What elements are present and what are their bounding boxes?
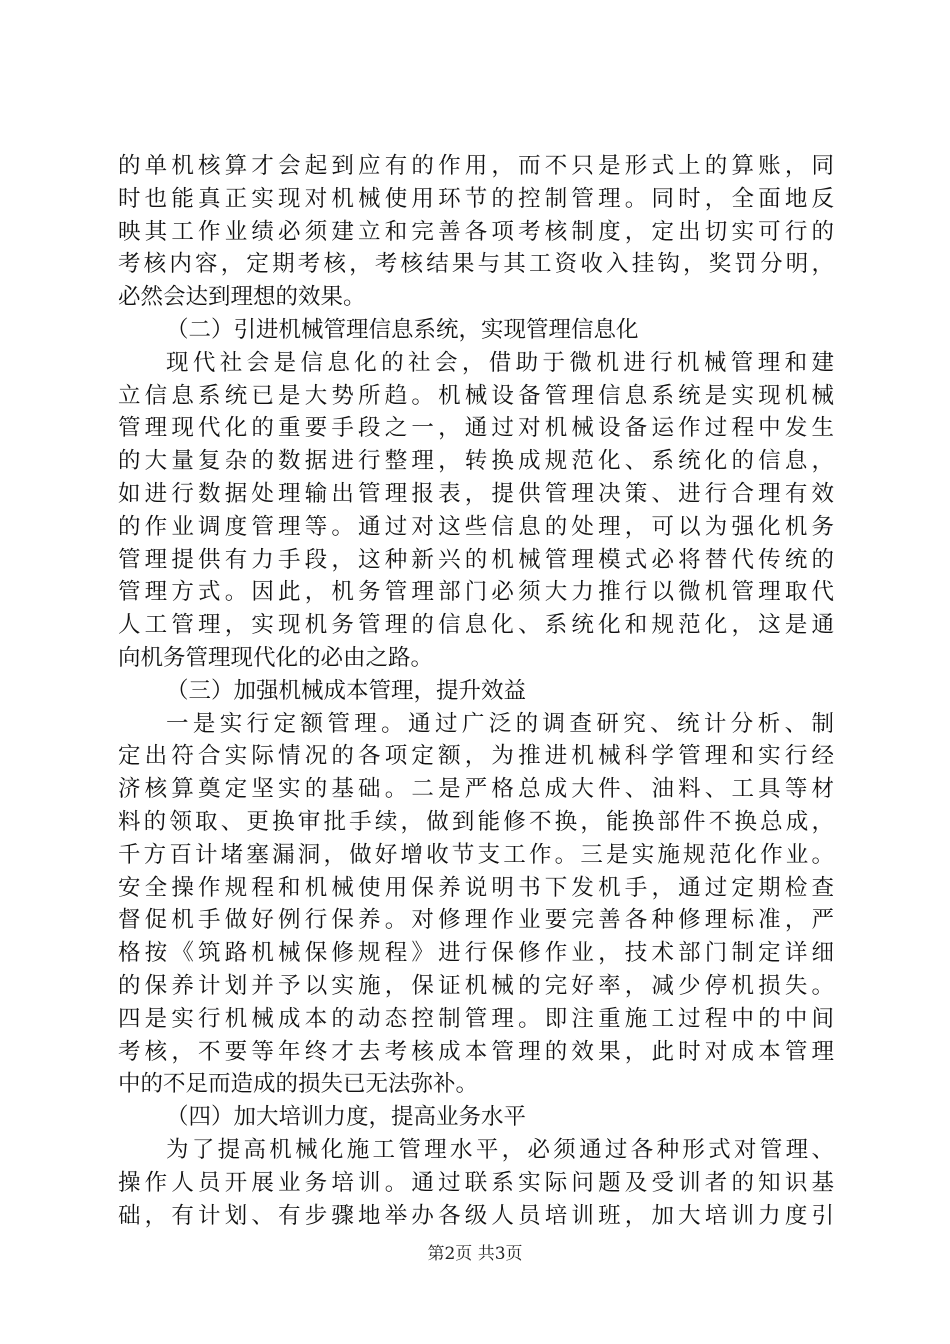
text-line: 向机务管理现代化的必由之路。 (118, 644, 434, 671)
text-line: 济核算奠定坚实的基础。二是严格总成大件、油料、工具等材 (118, 776, 834, 803)
text-line: 的作业调度管理等。通过对这些信息的处理，可以为强化机务 (118, 513, 834, 540)
text-line: 料的领取、更换审批手续，做到能修不换，能换部件不换总成， (118, 808, 834, 835)
text-line: 必然会达到理想的效果。 (118, 284, 366, 311)
section-heading: （三）加强机械成本管理，提升效益 (166, 677, 527, 704)
text-line: 如进行数据处理输出管理报表，提供管理决策、进行合理有效 (118, 480, 834, 507)
text-line: 时也能真正实现对机械使用环节的控制管理。同时，全面地反 (118, 185, 834, 212)
text-line: 中的不足而造成的损失已无法弥补。 (118, 1071, 479, 1098)
text-line: 的单机核算才会起到应有的作用，而不只是形式上的算账，同 (118, 153, 834, 179)
text-line: 人工管理，实现机务管理的信息化、系统化和规范化，这是通 (118, 612, 834, 639)
document-body (118, 150, 834, 1232)
text-line: 千方百计堵塞漏洞，做好增收节支工作。三是实施规范化作业。 (118, 841, 834, 868)
text-line: 定出符合实际情况的各项定额，为推进机械科学管理和实行经 (118, 743, 834, 770)
text-line: 督促机手做好例行保养。对修理作业要完善各种修理标准，严 (118, 907, 834, 934)
text-line: 考核，不要等年终才去考核成本管理的效果，此时对成本管理 (118, 1038, 834, 1065)
text-line: 为了提高机械化施工管理水平，必须通过各种形式对管理、 (166, 1136, 834, 1163)
text-line: 映其工作业绩必须建立和完善各项考核制度，定出切实可行的 (118, 218, 834, 245)
text-line: 的大量复杂的数据进行整理，转换成规范化、系统化的信息， (118, 448, 834, 475)
text-line: 础，有计划、有步骤地举办各级人员培训班，加大培训力度引 (118, 1202, 834, 1229)
text-line: 四是实行机械成本的动态控制管理。即注重施工过程中的中间 (118, 1005, 834, 1032)
text-line: 考核内容，定期考核，考核结果与其工资收入挂钩，奖罚分明， (118, 251, 834, 278)
text-line: 管理现代化的重要手段之一，通过对机械设备运作过程中发生 (118, 415, 834, 442)
text-line: 的保养计划并予以实施，保证机械的完好率，减少停机损失。 (118, 972, 834, 999)
text-line: 一是实行定额管理。通过广泛的调查研究、统计分析、制 (166, 710, 834, 737)
text-line: 操作人员开展业务培训。通过联系实际问题及受训者的知识基 (118, 1169, 834, 1196)
text-line: 管理方式。因此，机务管理部门必须大力推行以微机管理取代 (118, 579, 834, 606)
text-line: 格按《筑路机械保修规程》进行保修作业，技术部门制定详细 (118, 940, 834, 967)
text-line: 管理提供有力手段，这种新兴的机械管理模式必将替代传统的 (118, 546, 834, 573)
section-heading: （二）引进机械管理信息系统，实现管理信息化 (166, 316, 639, 343)
text-line: 立信息系统已是大势所趋。机械设备管理信息系统是实现机械 (118, 382, 834, 409)
section-heading: （四）加大培训力度，提高业务水平 (166, 1104, 527, 1131)
text-line: 现代社会是信息化的社会，借助于微机进行机械管理和建 (166, 349, 834, 376)
text-line: 安全操作规程和机械使用保养说明书下发机手，通过定期检查 (118, 874, 834, 901)
page-footer: 第2页 共3页 (427, 1244, 523, 1264)
